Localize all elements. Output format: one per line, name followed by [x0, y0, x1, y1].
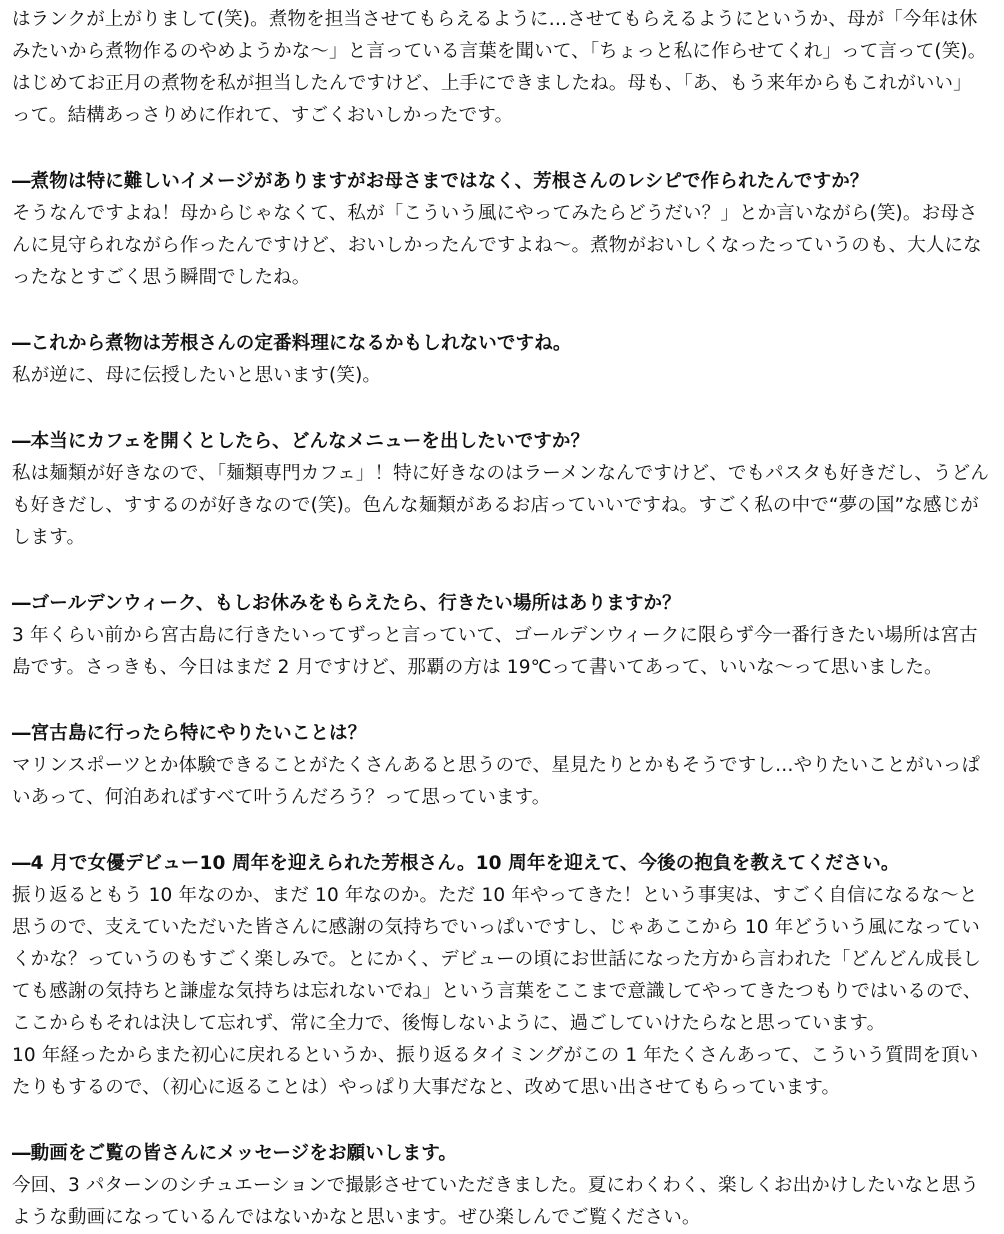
answer-paragraph: 今回、3 パターンのシチュエーションで撮影させていただきました。夏にわくわく、楽しくお出かけしたいなと思うような動画になっているんではないかなと思います。ぜひ楽しんでご覧ください。 [12, 1175, 980, 1228]
answer-paragraph: 10 年経ったからまた初心に戻れるというか、振り返るタイミングがこの 1 年たくさんあって、こういう質問を頂いたりもするので、（初心に返ることは）やっぱり大事だなと、改めて思い出させてもらっています。 [12, 1045, 979, 1098]
answer-paragraph: マリンスポーツとか体験できることがたくさんあると思うので、星見たりとかもそうですし…やりたいことがいっぱいあって、何泊あればすべて叶うんだろう？って思っています。 [12, 755, 981, 808]
answer-paragraph: 私は麺類が好きなので、「麺類専門カフェ」！特に好きなのはラーメンなんですけど、でもパスタも好きだし、うどんも好きだし、すするのが好きなので(笑)。色んな麺類があるお店っていいですね。すごく私の中で“夢の国”な感じがします。 [12, 463, 989, 548]
question-heading: ―これから煮物は芳根さんの定番料理になるかもしれないですね。 [12, 333, 572, 354]
question-heading: ―4 月で女優デビュー10 周年を迎えられた芳根さん。10 周年を迎えて、今後の抱負を教えてください。 [12, 853, 900, 874]
answer-paragraph: そうなんですよね！母からじゃなくて、私が「こういう風にやってみたらどうだい？」とか言いながら(笑)。お母さんに見守られながら作ったんですけど、おいしかったんですよね～。煮物がおいしくなったっていうのも、大人になったなとすごく思う瞬間でしたね。 [12, 203, 982, 288]
answer-paragraph: 私が逆に、母に伝授したいと思います(笑)。 [12, 365, 382, 386]
qa-block [12, 166, 990, 294]
intro-paragraph: はランクが上がりまして(笑)。煮物を担当させてもらえるように…させてもらえるようにというか、母が「今年は休みたいから煮物作るのやめようかな～」と言っている言葉を聞いて、「ちょっと私に作らせてくれ」って言って(笑)。はじめてお正月の煮物を私が担当したんですけど、上手にできましたね。母も、「あ、もう来年からもこれがいい」って。結構あっさりめに作れて、すごくおいしかったです。 [12, 9, 987, 126]
qa-block [12, 718, 990, 814]
question-heading: ―動画をご覧の皆さんにメッセージをお願いします。 [12, 1143, 458, 1164]
qa-block [12, 1138, 990, 1234]
question-heading: ―本当にカフェを開くとしたら、どんなメニューを出したいですか？ [12, 431, 590, 452]
qa-block [12, 328, 990, 392]
qa-block [12, 848, 990, 1104]
answer-paragraph: 3 年くらい前から宮古島に行きたいってずっと言っていて、ゴールデンウィークに限らず今一番行きたい場所は宮古島です。さっきも、今日はまだ 2 月ですけど、那覇の方は 19℃って書いてあって、いいな～って思いました。 [12, 625, 978, 678]
question-heading: ―煮物は特に難しいイメージがありますがお母さまではなく、芳根さんのレシピで作られたんですか？ [12, 171, 869, 192]
answer-paragraph: 振り返るともう 10 年なのか、まだ 10 年なのか。ただ 10 年やってきた！という事実は、すごく自信になるな～と思うので、支えていただいた皆さんに感謝の気持ちでいっぱいですし、じゃあここから 10 年どういう風になっていくかな？っていうのもすごく楽しみで。とにかく、デビューの頃にお世話になった方から言われた「どんどん成長しても感謝の気持ちと謙虚な気持ちは忘れないでね」という言葉をここまで意識してやってきたつもりではいるので、ここからもそれは決して忘れず、常に全力で、後悔しないように、過ごしていけたらなと思っています。 [12, 885, 982, 1034]
question-heading: ―宮古島に行ったら特にやりたいことは？ [12, 723, 367, 744]
question-heading: ―ゴールデンウィーク、もしお休みをもらえたら、行きたい場所はありますか？ [12, 593, 681, 614]
qa-block [12, 588, 990, 684]
qa-block [12, 426, 990, 554]
